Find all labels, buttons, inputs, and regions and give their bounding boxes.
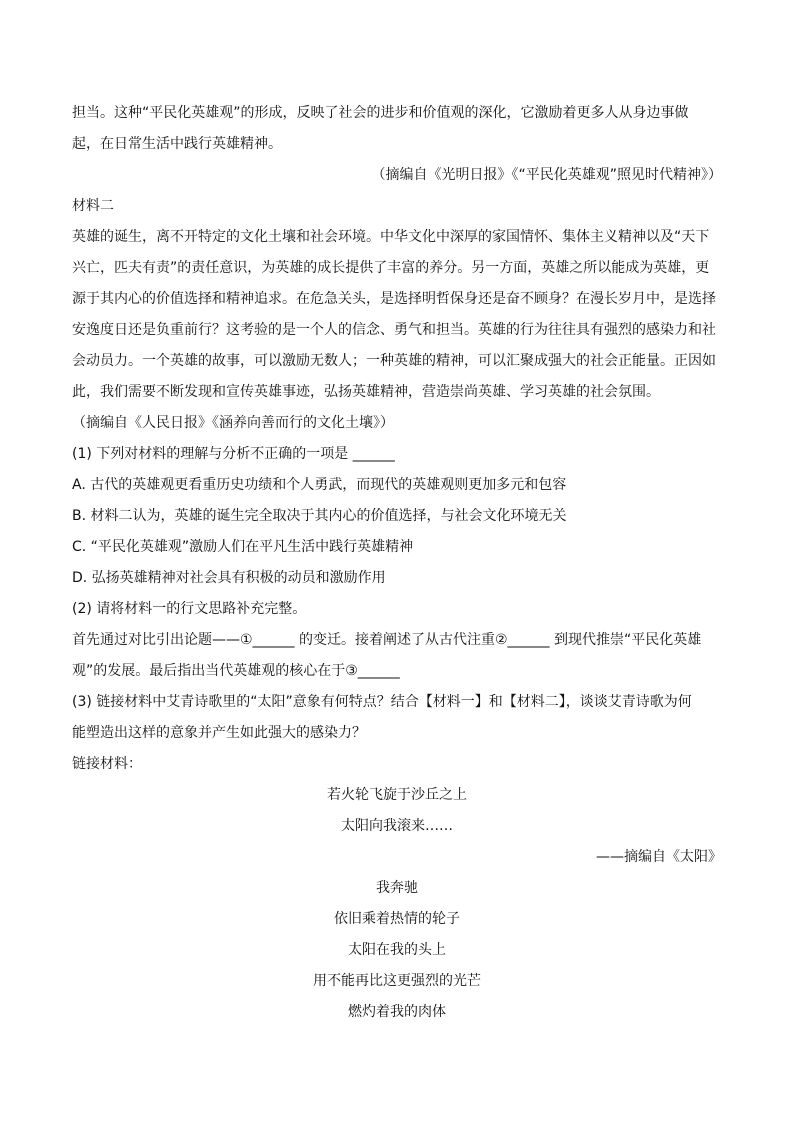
text-line: 此，我们需要不断发现和宣传英雄事迹，弘扬英雄精神，营造崇尚英雄、学习英雄的社会氛围。 [72,384,660,400]
document-page [72,98,722,1028]
poem-line: 太阳在我的头上 [348,942,446,958]
poem-line: 太阳向我滚来…… [341,818,453,834]
text-line: 观”的发展。最后指出当代英雄观的核心在于③______ [72,663,400,679]
question-3 [72,687,722,780]
text-line: 能塑造出这样的意象并产生如此强大的感染力？ [72,725,366,741]
material2-body [72,222,722,408]
question-2 [72,594,722,687]
question-stem: (1) 下列对材料的理解与分析不正确的一项是 ______ [72,446,395,462]
text-line: 首先通过对比引出论题——①______ 的变迁。接着阐述了从古代注重②______ 到现代推崇“平民化英雄 [72,632,702,648]
link-label: 链接材料： [72,756,142,772]
poem-line: 若火轮飞旋于沙丘之上 [327,787,467,803]
material2-heading: 材料二 [72,198,114,214]
text-line: 英雄的诞生，离不开特定的文化土壤和社会环境。中华文化中深厚的家国情怀、集体主义精神以及“天下 [72,229,710,245]
material1-source: （摘编自《光明日报》《“平民化英雄观”照见时代精神》） [371,167,722,183]
poem-line: 我奔驰 [376,880,418,896]
material1-tail [72,98,722,160]
text-line: 兴亡，匹夫有责”的责任意识，为英雄的成长提供了丰富的养分。另一方面，英雄之所以能成为英雄，更 [72,260,710,276]
text-line: 会动员力。一个英雄的故事，可以激励无数人；一种英雄的精神，可以汇聚成强大的社会正能量。正因如 [72,353,716,369]
poem-line: 用不能再比这更强烈的光芒 [313,973,481,989]
material2-source: （摘编自《人民日报》《涵养向善而行的文化土壤》） [72,415,394,431]
option-d: D. 弘扬英雄精神对社会具有积极的动员和激励作用 [72,570,386,586]
text-line: 担当。这种“平民化英雄观”的形成，反映了社会的进步和价值观的深化，它激励着更多人从身边事做 [72,105,689,121]
poem-excerpt-2 [72,873,722,1028]
option-a: A. 古代的英雄观更看重历史功绩和个人勇武，而现代的英雄观则更加多元和包容 [72,477,567,493]
poem-line: 燃灼着我的肉体 [348,1004,446,1020]
question-stem: (2) 请将材料一的行文思路补充完整。 [72,601,307,617]
poem-source: ——摘编自《太阳》 [596,849,722,865]
text-line: 安逸度日还是负重前行？这考验的是一个人的信念、勇气和担当。英雄的行为往往具有强烈的感染力和社 [72,322,716,338]
text-line: 起，在日常生活中践行英雄精神。 [72,136,282,152]
option-b: B. 材料二认为，英雄的诞生完全取决于其内心的价值选择，与社会文化环境无关 [72,508,567,524]
poem-line: 依旧乘着热情的轮子 [334,911,460,927]
question-1 [72,439,722,594]
text-line: 源于其内心的价值选择和精神追求。在危急关头，是选择明哲保身还是奋不顾身？在漫长岁月中，是选择 [72,291,716,307]
poem-excerpt-1 [72,780,722,873]
option-c: C. “平民化英雄观”激励人们在平凡生活中践行英雄精神 [72,539,414,555]
question-stem: (3) 链接材料中艾青诗歌里的“太阳”意象有何特点？结合【材料一】和【材料二】，谈谈艾青诗歌为何 [72,694,692,710]
